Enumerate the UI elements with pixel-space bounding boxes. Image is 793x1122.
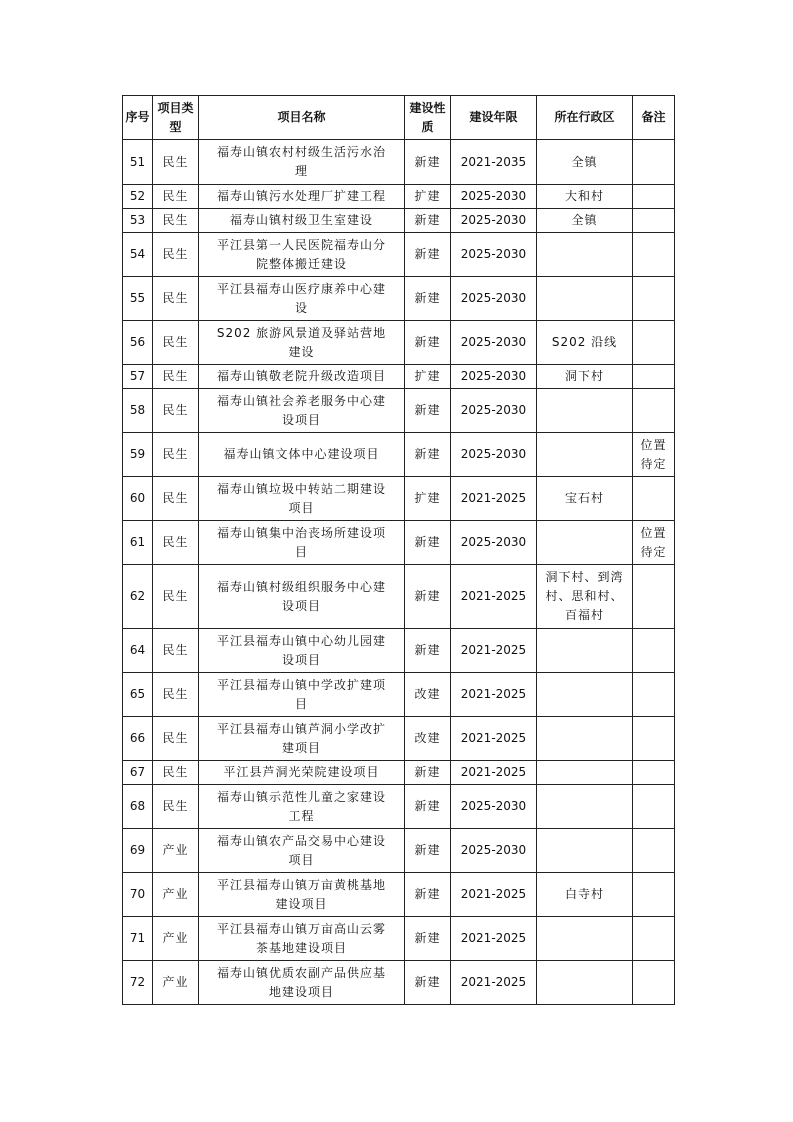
table-row xyxy=(123,140,675,185)
cell-name: 福寿山镇村级卫生室建设 xyxy=(199,209,405,233)
cell-area xyxy=(537,761,633,785)
cell-remark xyxy=(633,389,675,433)
cell-area: 宝石村 xyxy=(537,477,633,521)
cell-area xyxy=(537,277,633,321)
cell-period: 2025-2030 xyxy=(451,389,537,433)
table-row xyxy=(123,321,675,365)
table-row xyxy=(123,277,675,321)
cell-name: S202 旅游风景道及驿站营地建设 xyxy=(199,321,405,365)
header-no: 序号 xyxy=(123,96,153,140)
cell-name: 平江县福寿山镇万亩高山云雾茶基地建设项目 xyxy=(199,917,405,961)
cell-remark xyxy=(633,321,675,365)
cell-name: 平江县福寿山镇芦洞小学改扩建项目 xyxy=(199,717,405,761)
cell-remark xyxy=(633,477,675,521)
cell-area xyxy=(537,917,633,961)
cell-remark xyxy=(633,140,675,185)
cell-area: 大和村 xyxy=(537,185,633,209)
cell-nature: 新建 xyxy=(405,961,451,1005)
cell-remark xyxy=(633,277,675,321)
cell-remark xyxy=(633,629,675,673)
cell-remark xyxy=(633,717,675,761)
cell-name: 福寿山镇垃圾中转站二期建设项目 xyxy=(199,477,405,521)
table-row xyxy=(123,365,675,389)
cell-name: 福寿山镇农村村级生活污水治理 xyxy=(199,140,405,185)
cell-name: 福寿山镇污水处理厂扩建工程 xyxy=(199,185,405,209)
cell-remark xyxy=(633,917,675,961)
cell-type: 民生 xyxy=(153,209,199,233)
cell-remark xyxy=(633,961,675,1005)
cell-name: 福寿山镇示范性儿童之家建设工程 xyxy=(199,785,405,829)
cell-remark xyxy=(633,785,675,829)
cell-area: 白寺村 xyxy=(537,873,633,917)
cell-no: 69 xyxy=(123,829,153,873)
cell-nature: 新建 xyxy=(405,209,451,233)
cell-period: 2021-2025 xyxy=(451,565,537,629)
cell-remark xyxy=(633,873,675,917)
cell-area: 洞下村 xyxy=(537,365,633,389)
cell-nature: 扩建 xyxy=(405,365,451,389)
cell-nature: 新建 xyxy=(405,761,451,785)
cell-period: 2021-2025 xyxy=(451,477,537,521)
cell-type: 民生 xyxy=(153,761,199,785)
cell-type: 民生 xyxy=(153,233,199,277)
cell-nature: 新建 xyxy=(405,917,451,961)
cell-area xyxy=(537,829,633,873)
cell-type: 民生 xyxy=(153,629,199,673)
cell-name: 平江县第一人民医院福寿山分院整体搬迁建设 xyxy=(199,233,405,277)
cell-no: 51 xyxy=(123,140,153,185)
cell-no: 65 xyxy=(123,673,153,717)
table-row xyxy=(123,761,675,785)
cell-remark xyxy=(633,829,675,873)
cell-no: 70 xyxy=(123,873,153,917)
cell-type: 民生 xyxy=(153,365,199,389)
table-row xyxy=(123,185,675,209)
cell-nature: 新建 xyxy=(405,565,451,629)
cell-nature: 新建 xyxy=(405,829,451,873)
cell-no: 56 xyxy=(123,321,153,365)
cell-type: 民生 xyxy=(153,277,199,321)
table-row xyxy=(123,873,675,917)
table-row xyxy=(123,209,675,233)
cell-no: 55 xyxy=(123,277,153,321)
cell-period: 2021-2025 xyxy=(451,717,537,761)
header-remark: 备注 xyxy=(633,96,675,140)
table-body xyxy=(123,140,675,1005)
cell-period: 2025-2030 xyxy=(451,365,537,389)
cell-type: 民生 xyxy=(153,565,199,629)
cell-type: 民生 xyxy=(153,389,199,433)
cell-period: 2025-2030 xyxy=(451,829,537,873)
cell-name: 福寿山镇优质农副产品供应基地建设项目 xyxy=(199,961,405,1005)
cell-period: 2021-2025 xyxy=(451,917,537,961)
header-nature: 建设性质 xyxy=(405,96,451,140)
cell-nature: 新建 xyxy=(405,321,451,365)
cell-area xyxy=(537,717,633,761)
cell-nature: 新建 xyxy=(405,873,451,917)
cell-remark xyxy=(633,761,675,785)
table-row xyxy=(123,433,675,477)
cell-period: 2021-2035 xyxy=(451,140,537,185)
cell-no: 52 xyxy=(123,185,153,209)
cell-area xyxy=(537,961,633,1005)
header-period: 建设年限 xyxy=(451,96,537,140)
cell-nature: 改建 xyxy=(405,717,451,761)
cell-type: 民生 xyxy=(153,321,199,365)
cell-area xyxy=(537,233,633,277)
cell-type: 民生 xyxy=(153,140,199,185)
cell-no: 53 xyxy=(123,209,153,233)
cell-name: 福寿山镇集中治丧场所建设项目 xyxy=(199,521,405,565)
cell-no: 54 xyxy=(123,233,153,277)
cell-period: 2025-2030 xyxy=(451,277,537,321)
project-table xyxy=(122,95,675,1005)
cell-area xyxy=(537,673,633,717)
cell-remark xyxy=(633,365,675,389)
cell-name: 福寿山镇农产品交易中心建设项目 xyxy=(199,829,405,873)
cell-type: 产业 xyxy=(153,917,199,961)
table-row xyxy=(123,233,675,277)
cell-type: 产业 xyxy=(153,873,199,917)
cell-period: 2025-2030 xyxy=(451,785,537,829)
cell-no: 62 xyxy=(123,565,153,629)
cell-nature: 新建 xyxy=(405,277,451,321)
cell-no: 57 xyxy=(123,365,153,389)
cell-type: 民生 xyxy=(153,521,199,565)
cell-period: 2025-2030 xyxy=(451,185,537,209)
cell-period: 2021-2025 xyxy=(451,873,537,917)
cell-type: 民生 xyxy=(153,717,199,761)
cell-remark: 位置待定 xyxy=(633,433,675,477)
cell-area xyxy=(537,521,633,565)
cell-period: 2025-2030 xyxy=(451,233,537,277)
cell-nature: 新建 xyxy=(405,389,451,433)
table-row xyxy=(123,785,675,829)
cell-period: 2025-2030 xyxy=(451,209,537,233)
cell-name: 平江县福寿山医疗康养中心建设 xyxy=(199,277,405,321)
cell-no: 59 xyxy=(123,433,153,477)
cell-nature: 新建 xyxy=(405,140,451,185)
cell-area: 全镇 xyxy=(537,209,633,233)
cell-no: 67 xyxy=(123,761,153,785)
table-row xyxy=(123,717,675,761)
table-row xyxy=(123,389,675,433)
cell-name: 福寿山镇社会养老服务中心建设项目 xyxy=(199,389,405,433)
cell-remark xyxy=(633,673,675,717)
cell-area xyxy=(537,389,633,433)
cell-type: 民生 xyxy=(153,477,199,521)
cell-period: 2025-2030 xyxy=(451,521,537,565)
cell-area: 洞下村、到湾村、思和村、百福村 xyxy=(537,565,633,629)
cell-remark xyxy=(633,565,675,629)
table-row xyxy=(123,565,675,629)
cell-area: 全镇 xyxy=(537,140,633,185)
table-row xyxy=(123,477,675,521)
cell-no: 61 xyxy=(123,521,153,565)
cell-nature: 新建 xyxy=(405,785,451,829)
cell-nature: 新建 xyxy=(405,233,451,277)
cell-type: 产业 xyxy=(153,961,199,1005)
cell-name: 平江县福寿山镇万亩黄桃基地建设项目 xyxy=(199,873,405,917)
table-row xyxy=(123,829,675,873)
cell-area xyxy=(537,433,633,477)
cell-type: 产业 xyxy=(153,829,199,873)
cell-area xyxy=(537,785,633,829)
cell-nature: 扩建 xyxy=(405,477,451,521)
cell-period: 2021-2025 xyxy=(451,761,537,785)
cell-remark xyxy=(633,233,675,277)
cell-period: 2021-2025 xyxy=(451,673,537,717)
header-row xyxy=(123,96,675,140)
cell-name: 福寿山镇文体中心建设项目 xyxy=(199,433,405,477)
cell-name: 平江县芦洞光荣院建设项目 xyxy=(199,761,405,785)
table-row xyxy=(123,917,675,961)
table-row xyxy=(123,629,675,673)
header-area: 所在行政区 xyxy=(537,96,633,140)
cell-name: 平江县福寿山镇中学改扩建项目 xyxy=(199,673,405,717)
cell-type: 民生 xyxy=(153,185,199,209)
cell-name: 福寿山镇敬老院升级改造项目 xyxy=(199,365,405,389)
cell-nature: 新建 xyxy=(405,629,451,673)
cell-period: 2021-2025 xyxy=(451,961,537,1005)
cell-no: 66 xyxy=(123,717,153,761)
header-name: 项目名称 xyxy=(199,96,405,140)
cell-name: 平江县福寿山镇中心幼儿园建设项目 xyxy=(199,629,405,673)
table-row xyxy=(123,961,675,1005)
cell-no: 68 xyxy=(123,785,153,829)
cell-no: 71 xyxy=(123,917,153,961)
cell-remark xyxy=(633,185,675,209)
cell-type: 民生 xyxy=(153,433,199,477)
cell-remark xyxy=(633,209,675,233)
cell-nature: 新建 xyxy=(405,433,451,477)
cell-no: 60 xyxy=(123,477,153,521)
cell-no: 64 xyxy=(123,629,153,673)
cell-nature: 新建 xyxy=(405,521,451,565)
cell-remark: 位置待定 xyxy=(633,521,675,565)
table-row xyxy=(123,673,675,717)
cell-type: 民生 xyxy=(153,673,199,717)
cell-period: 2025-2030 xyxy=(451,433,537,477)
cell-area xyxy=(537,629,633,673)
cell-nature: 改建 xyxy=(405,673,451,717)
header-type: 项目类型 xyxy=(153,96,199,140)
cell-type: 民生 xyxy=(153,785,199,829)
table-row xyxy=(123,521,675,565)
cell-period: 2025-2030 xyxy=(451,321,537,365)
cell-area: S202 沿线 xyxy=(537,321,633,365)
cell-period: 2021-2025 xyxy=(451,629,537,673)
cell-no: 58 xyxy=(123,389,153,433)
cell-no: 72 xyxy=(123,961,153,1005)
cell-name: 福寿山镇村级组织服务中心建设项目 xyxy=(199,565,405,629)
cell-nature: 扩建 xyxy=(405,185,451,209)
